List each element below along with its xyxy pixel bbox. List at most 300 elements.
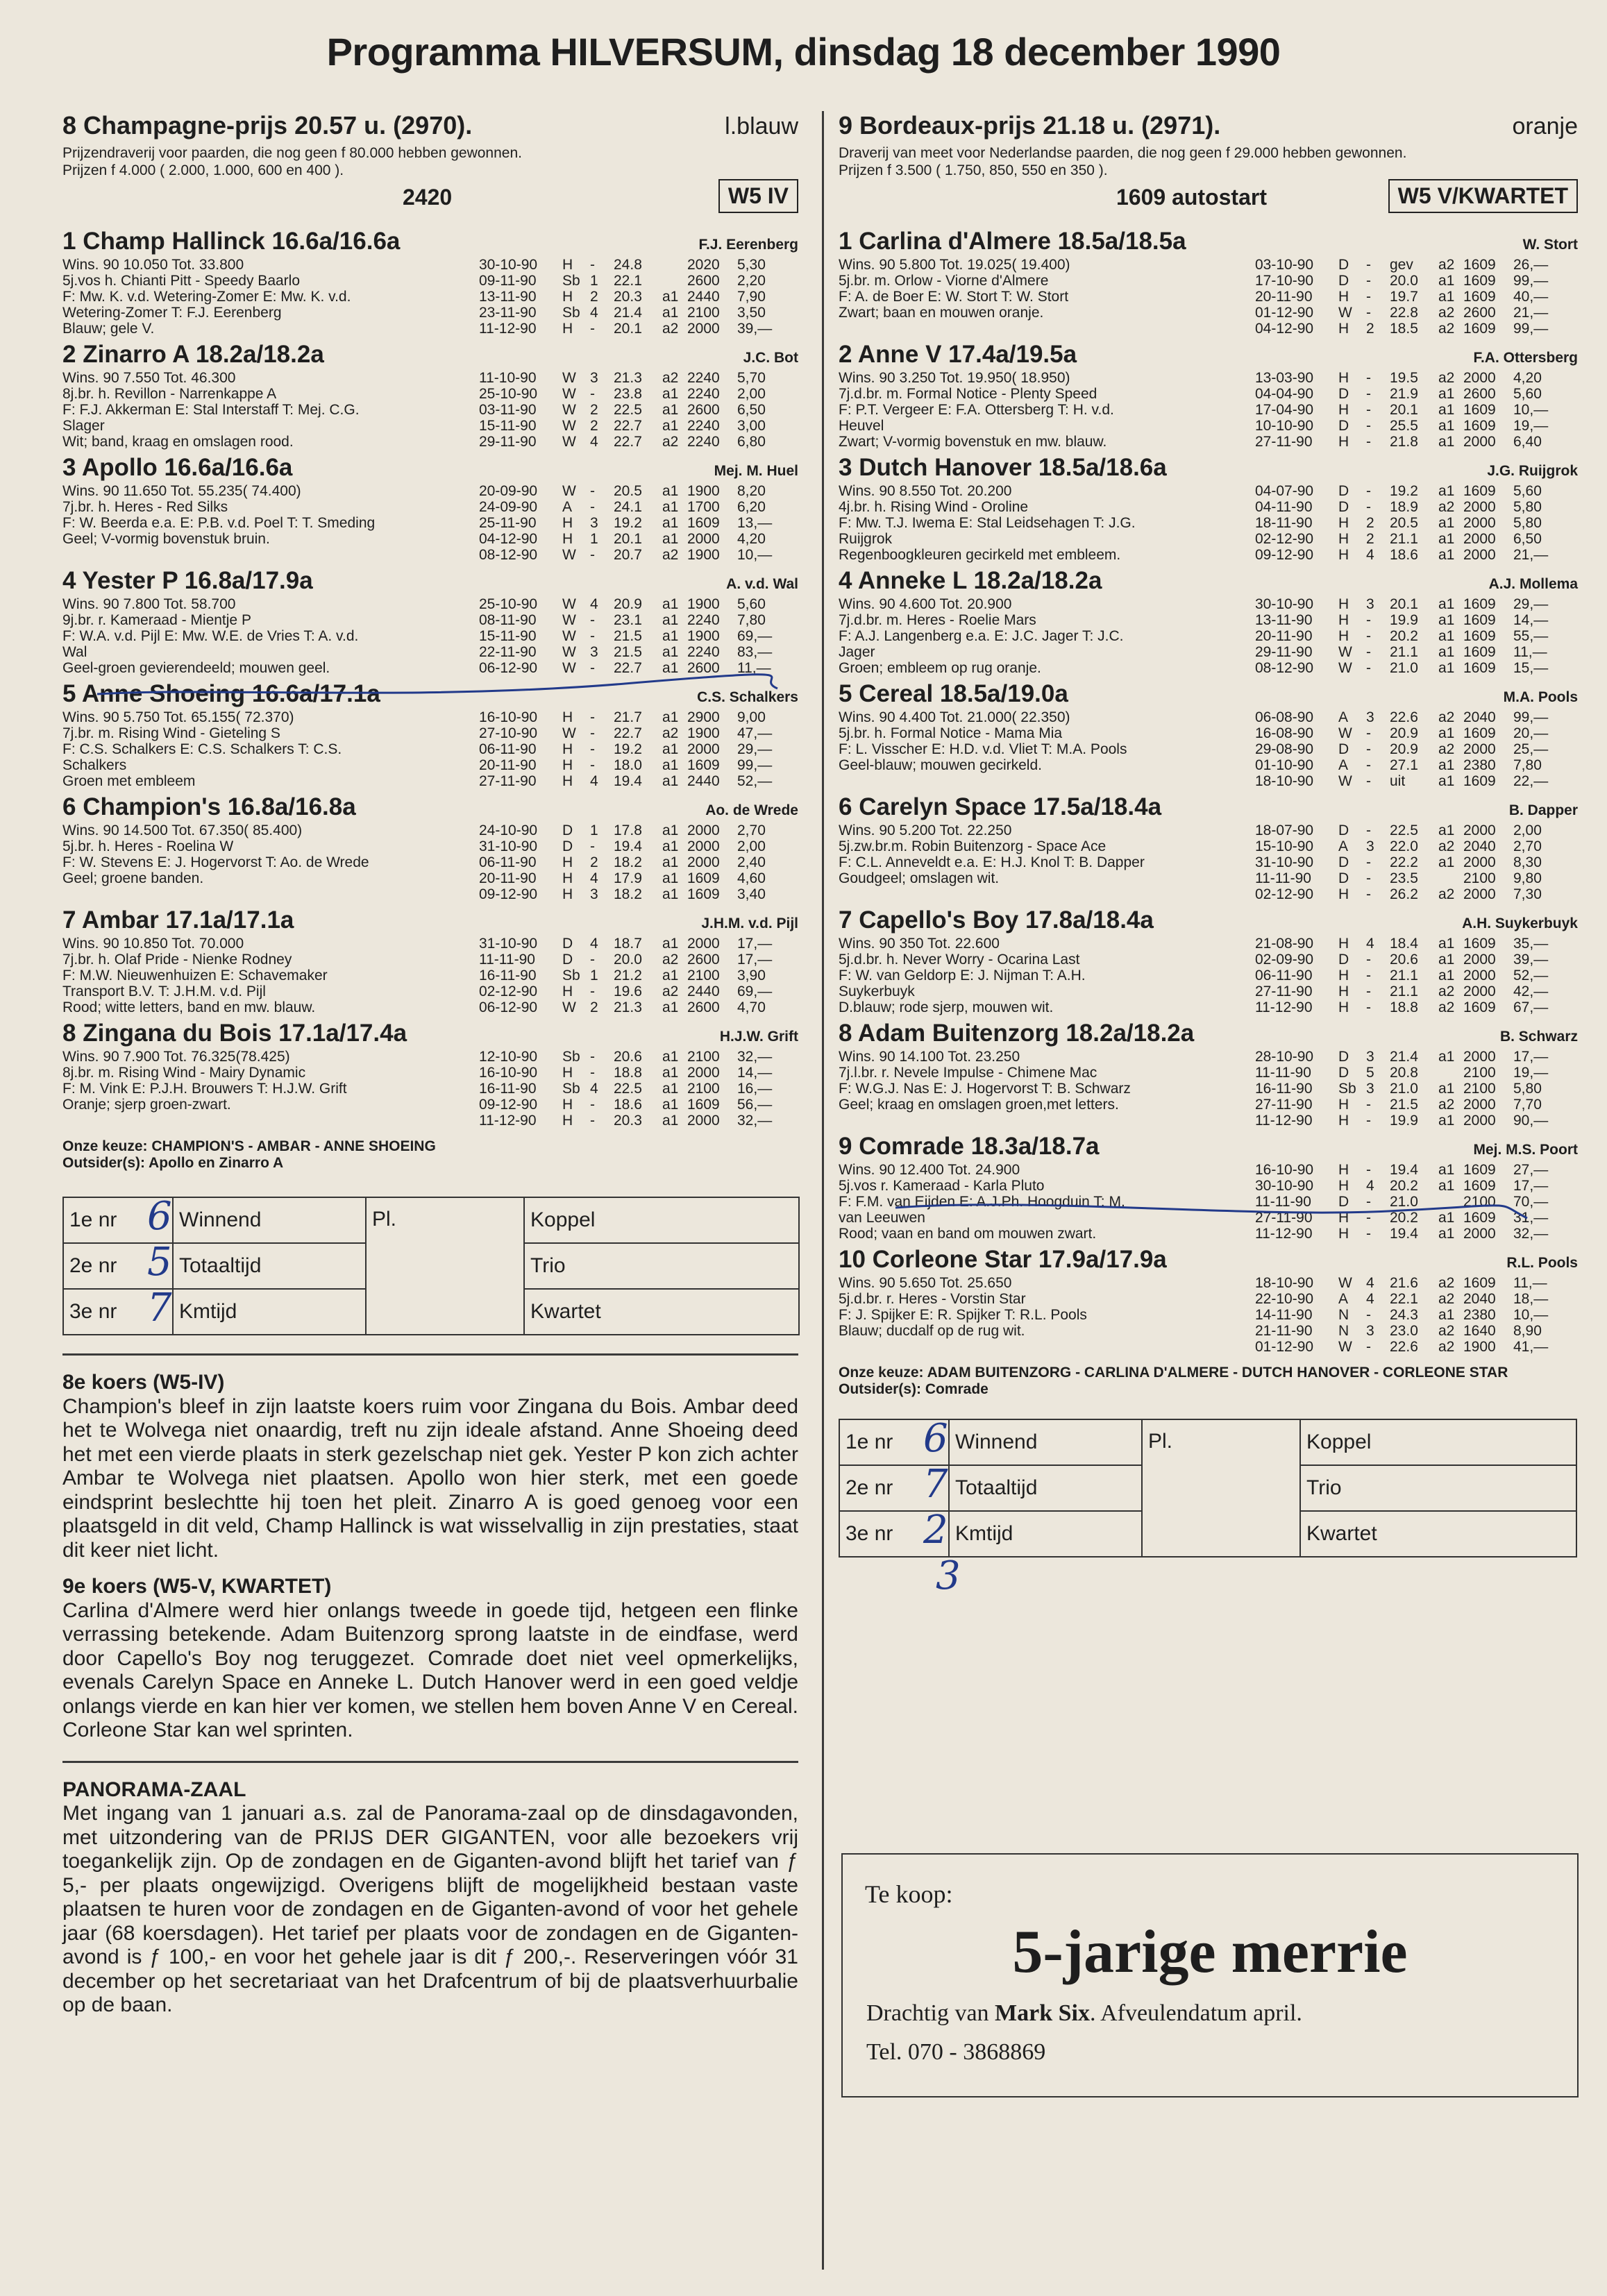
- result-row: [1255, 515, 1574, 531]
- result-cell: 19.4: [614, 773, 642, 789]
- result-cell: W: [1338, 1339, 1352, 1355]
- extra-handwriting-area: [839, 1553, 1578, 1606]
- result-cell: a1: [1438, 644, 1455, 660]
- result-cell: 3: [590, 370, 598, 386]
- result-cell: H: [1338, 1097, 1349, 1113]
- result-cell: 5,60: [1513, 386, 1542, 402]
- bet-slot-2[interactable]: 2e nr 5: [63, 1243, 173, 1289]
- result-cell: 1609: [1463, 402, 1496, 418]
- horse-info-line: Geel; groene banden.: [62, 870, 204, 886]
- result-cell: a1: [1438, 596, 1455, 612]
- result-cell: 32,—: [737, 1049, 773, 1065]
- result-cell: 10,—: [737, 547, 773, 563]
- result-cell: W: [1338, 725, 1352, 741]
- result-cell: 06-12-90: [479, 660, 538, 676]
- result-row: [479, 257, 798, 273]
- result-cell: D: [1338, 870, 1349, 886]
- result-cell: 14,—: [1513, 612, 1549, 628]
- result-cell: 4: [590, 596, 598, 612]
- result-cell: 47,—: [737, 725, 773, 741]
- result-cell: [1438, 870, 1463, 886]
- result-cell: a2: [1438, 741, 1455, 757]
- horse-header: [839, 454, 1578, 483]
- result-cell: 27-11-90: [1255, 1210, 1313, 1226]
- result-cell: 2100: [1463, 1081, 1496, 1097]
- result-cell: 18.7: [614, 936, 642, 952]
- result-cell: 20.3: [614, 289, 642, 305]
- result-row: [1255, 870, 1574, 886]
- result-cell: 4: [1366, 1275, 1374, 1291]
- result-cell: W: [562, 434, 576, 450]
- result-cell: 5,60: [737, 596, 766, 612]
- result-cell: 1609: [1463, 628, 1496, 644]
- result-cell: 19.6: [614, 984, 642, 999]
- result-cell: W: [1338, 305, 1352, 321]
- result-cell: 1609: [1463, 612, 1496, 628]
- horse-info-line: Wins. 90 5.750 Tot. 65.155( 72.370): [62, 709, 294, 725]
- result-cell: 2000: [1463, 822, 1496, 838]
- horse-entry: [839, 1020, 1578, 1129]
- result-cell: 1900: [687, 596, 720, 612]
- result-cell: 23.1: [614, 612, 642, 628]
- result-row: [479, 660, 798, 676]
- result-cell: H: [562, 709, 573, 725]
- result-cell: W: [562, 418, 576, 434]
- horse-header: [62, 341, 798, 370]
- ad-label: Te koop:: [865, 1880, 953, 1908]
- result-cell: 2380: [1463, 1307, 1496, 1323]
- result-cell: W: [562, 483, 576, 499]
- horse-trainer: R.L. Pools: [1506, 1255, 1578, 1271]
- result-cell: 06-11-90: [479, 741, 537, 757]
- result-cell: 2000: [1463, 984, 1496, 999]
- result-cell: 16-10-90: [479, 1065, 538, 1081]
- result-cell: 4: [590, 936, 598, 952]
- result-cell: 2: [590, 402, 598, 418]
- result-cell: 18-11-90: [1255, 515, 1313, 531]
- bet-label-trio: Trio: [1300, 1465, 1576, 1511]
- horse-info-line: Wins. 90 7.900 Tot. 76.325(78.425): [62, 1049, 290, 1065]
- race-condition-line: Prijzendraverij voor paarden, die nog geen f 80.000 hebben gewonnen.: [62, 145, 522, 161]
- distance-row: [839, 179, 1578, 223]
- result-cell: 25.5: [1390, 418, 1418, 434]
- horse-results: [1255, 936, 1574, 1015]
- result-cell: a1: [662, 870, 679, 886]
- result-cell: 20-11-90: [479, 870, 537, 886]
- result-cell: -: [1366, 886, 1371, 902]
- result-cell: a1: [662, 757, 679, 773]
- bet-slot-1[interactable]: 1e nr 6: [839, 1419, 949, 1465]
- horse-info-line: Geel-blauw; mouwen gecirkeld.: [839, 757, 1042, 773]
- result-cell: 18-07-90: [1255, 822, 1314, 838]
- result-cell: 21.5: [614, 644, 642, 660]
- result-cell: 2,00: [737, 838, 766, 854]
- horse-header: [62, 228, 798, 257]
- result-cell: 3: [1366, 1081, 1374, 1097]
- result-cell: 2000: [1463, 434, 1496, 450]
- result-cell: H: [562, 515, 573, 531]
- result-cell: H: [562, 984, 573, 999]
- horse-entry: [839, 793, 1578, 902]
- result-cell: 27-11-90: [1255, 434, 1313, 450]
- result-cell: 11-10-90: [479, 370, 537, 386]
- result-row: [479, 1113, 798, 1129]
- bet-label-pl: Pl.: [366, 1197, 524, 1335]
- result-cell: 1609: [687, 757, 720, 773]
- result-cell: 7,80: [737, 612, 766, 628]
- result-cell: a1: [662, 854, 679, 870]
- result-cell: a1: [662, 612, 679, 628]
- result-cell: a1: [1438, 1178, 1455, 1194]
- result-cell: 21,—: [1513, 547, 1549, 563]
- result-cell: 22-11-90: [479, 644, 537, 660]
- horse-body: [839, 370, 1578, 450]
- horse-info-line: F: F.M. van Eijden E: A.J.Ph. Hoogduin T: M.: [839, 1194, 1125, 1210]
- result-cell: a1: [662, 822, 679, 838]
- result-cell: 2100: [687, 1081, 720, 1097]
- result-cell: 06-11-90: [1255, 968, 1313, 984]
- bet-slot-3[interactable]: 3e nr 2: [839, 1511, 949, 1557]
- result-cell: 1609: [1463, 999, 1496, 1015]
- result-cell: H: [1338, 612, 1349, 628]
- result-cell: 2000: [1463, 1097, 1496, 1113]
- result-cell: 2000: [1463, 1113, 1496, 1129]
- horse-header: [839, 341, 1578, 370]
- result-cell: 2100: [1463, 1065, 1496, 1081]
- result-cell: a1: [662, 386, 679, 402]
- result-cell: 17.8: [614, 822, 642, 838]
- result-cell: a1: [1438, 1162, 1455, 1178]
- horse-info: [839, 936, 1255, 1015]
- horse-trainer: F.A. Ottersberg: [1473, 350, 1578, 366]
- result-cell: 1: [590, 273, 598, 289]
- panorama-notice: [62, 1778, 798, 2018]
- horse-entry: [839, 341, 1578, 450]
- horse-info-line: 5j.d.br. r. Heres - Vorstin Star: [839, 1291, 1026, 1307]
- result-row: [1255, 936, 1574, 952]
- result-row: [1255, 289, 1574, 305]
- result-cell: H: [1338, 1226, 1349, 1242]
- our-choice: [839, 1365, 1578, 1398]
- result-cell: 18.9: [1390, 499, 1418, 515]
- result-cell: 21.3: [614, 370, 642, 386]
- result-row: [479, 531, 798, 547]
- result-cell: 1609: [1463, 660, 1496, 676]
- handwritten-number: 5: [147, 1240, 172, 1285]
- horse-name: 8 Zingana du Bois 17.1a/17.4a: [62, 1020, 407, 1047]
- result-cell: 7,70: [1513, 1097, 1542, 1113]
- result-cell: -: [1366, 305, 1371, 321]
- result-cell: D: [1338, 273, 1349, 289]
- result-row: [479, 1065, 798, 1081]
- result-cell: 16-11-90: [479, 1081, 537, 1097]
- result-row: [479, 838, 798, 854]
- result-cell: H: [1338, 1162, 1349, 1178]
- result-cell: H: [1338, 531, 1349, 547]
- result-cell: 15-11-90: [479, 628, 537, 644]
- result-cell: 3: [1366, 709, 1374, 725]
- horse-info-line: F: C.L. Anneveldt e.a. E: H.J. Knol T: B. Dapper: [839, 854, 1145, 870]
- result-cell: a2: [1438, 370, 1455, 386]
- result-cell: a1: [1438, 725, 1455, 741]
- result-row: [479, 386, 798, 402]
- horse-entry: [62, 680, 798, 789]
- result-row: [479, 418, 798, 434]
- horse-name: 1 Champ Hallinck 16.6a/16.6a: [62, 228, 401, 255]
- horse-info-line: Wins. 90 4.600 Tot. 20.900: [839, 596, 1012, 612]
- result-cell: 3,50: [737, 305, 766, 321]
- result-cell: 5,80: [1513, 499, 1542, 515]
- horse-trainer: M.A. Pools: [1503, 689, 1578, 705]
- result-cell: D: [1338, 1194, 1349, 1210]
- result-cell: 21.9: [1390, 386, 1418, 402]
- result-row: [479, 773, 798, 789]
- result-cell: 5,30: [737, 257, 766, 273]
- result-cell: 31-10-90: [1255, 854, 1314, 870]
- result-cell: 22.5: [614, 1081, 642, 1097]
- result-cell: 2100: [687, 305, 720, 321]
- result-row: [1255, 952, 1574, 968]
- result-cell: a1: [1438, 515, 1455, 531]
- horse-info-line: Wins. 90 5.800 Tot. 19.025( 19.400): [839, 257, 1070, 273]
- result-cell: H: [562, 1113, 573, 1129]
- result-cell: -: [1366, 757, 1371, 773]
- result-cell: H: [562, 757, 573, 773]
- result-cell: 20,—: [1513, 725, 1549, 741]
- result-cell: H: [1338, 321, 1349, 337]
- result-cell: 2,00: [737, 386, 766, 402]
- result-cell: 04-12-90: [1255, 321, 1314, 337]
- result-cell: 23.8: [614, 386, 642, 402]
- horse-info: [839, 257, 1255, 337]
- horse-entry: [839, 228, 1578, 337]
- horse-info: [839, 596, 1255, 676]
- horse-info: [62, 936, 479, 1015]
- horse-body: [62, 370, 798, 450]
- result-cell: a1: [1438, 1307, 1455, 1323]
- result-cell: 02-12-90: [479, 984, 538, 999]
- result-cell: 02-12-90: [1255, 886, 1314, 902]
- result-cell: 20.2: [1390, 628, 1418, 644]
- result-row: [479, 709, 798, 725]
- result-row: [479, 936, 798, 952]
- result-cell: 22.7: [614, 434, 642, 450]
- horse-name: 1 Carlina d'Almere 18.5a/18.5a: [839, 228, 1186, 255]
- result-cell: 06-11-90: [479, 854, 537, 870]
- horse-results: [1255, 483, 1574, 563]
- result-cell: 4: [590, 434, 598, 450]
- result-cell: 2440: [687, 773, 720, 789]
- horse-info-line: 7j.br. h. Olaf Pride - Nienke Rodney: [62, 952, 292, 968]
- result-cell: 21.4: [1390, 1049, 1418, 1065]
- result-cell: 3,90: [737, 968, 766, 984]
- result-cell: 19.7: [1390, 289, 1418, 305]
- result-cell: 2000: [1463, 854, 1496, 870]
- horse-entry: [839, 567, 1578, 676]
- horse-info: [62, 483, 479, 563]
- result-cell: -: [1366, 257, 1371, 273]
- horse-entry: [839, 680, 1578, 789]
- result-cell: 2,40: [737, 854, 766, 870]
- result-cell: W: [562, 370, 576, 386]
- bet-class-box: W5 IV: [718, 179, 798, 213]
- result-cell: 04-07-90: [1255, 483, 1314, 499]
- result-cell: H: [1338, 1113, 1349, 1129]
- horse-entry: [62, 567, 798, 676]
- result-cell: 11-12-90: [1255, 1226, 1313, 1242]
- result-cell: -: [590, 741, 595, 757]
- result-row: [479, 370, 798, 386]
- result-cell: -: [590, 709, 595, 725]
- ad-line-1: Drachtig van Mark Six. Afveulendatum april.: [866, 2000, 1302, 2026]
- result-cell: 20.1: [1390, 596, 1418, 612]
- our-choice-line: Onze keuze: CHAMPION'S - AMBAR - ANNE SHOEING: [62, 1138, 436, 1154]
- result-cell: 29-11-90: [1255, 644, 1313, 660]
- result-cell: 11-11-90: [1255, 870, 1311, 886]
- result-cell: 2100: [687, 1049, 720, 1065]
- result-row: [1255, 984, 1574, 999]
- result-cell: 9,80: [1513, 870, 1542, 886]
- result-cell: -: [590, 1113, 595, 1129]
- result-cell: W: [1338, 773, 1352, 789]
- horse-results: [1255, 1049, 1574, 1129]
- horse-info-line: Heuvel: [839, 418, 884, 434]
- result-row: [479, 968, 798, 984]
- result-cell: 2600: [687, 402, 720, 418]
- result-cell: -: [590, 386, 595, 402]
- result-cell: 4: [1366, 547, 1374, 563]
- result-cell: 11,—: [737, 660, 771, 676]
- result-cell: 4: [590, 773, 598, 789]
- result-row: [1255, 257, 1574, 273]
- horse-body: [839, 709, 1578, 789]
- result-cell: 14-11-90: [1255, 1307, 1313, 1323]
- result-cell: 4: [590, 305, 598, 321]
- commentary-text: Carlina d'Almere werd hier onlangs tweede in goede tijd, hetgeen een flinke verrassing betekende. Adam Buitenzorg sprong laatste in de eindfase, werd door Capello's Boy nog teruggezet. Comrade doet niet veel opmerkelijks, evenals Carelyn Space en Anneke L. Dutch Hanover werd in een goed veldje onlangs vierde en kan hier ver komen, we stellen hem boven Anne V en Cereal. Corleone Star kan wel sprinten.: [62, 1598, 798, 1741]
- horse-trainer: J.G. Ruijgrok: [1487, 463, 1578, 479]
- result-cell: 2000: [1463, 370, 1496, 386]
- result-cell: 1: [590, 531, 598, 547]
- result-cell: -: [1366, 370, 1371, 386]
- bet-label-koppel: Koppel: [524, 1197, 799, 1243]
- horse-body: [62, 596, 798, 676]
- result-cell: H: [562, 321, 573, 337]
- result-row: [1255, 1291, 1574, 1307]
- result-cell: 25,—: [1513, 741, 1549, 757]
- result-cell: 20.1: [1390, 402, 1418, 418]
- result-cell: 1609: [1463, 644, 1496, 660]
- handwritten-number: 6: [923, 1416, 948, 1461]
- result-cell: 23.5: [1390, 870, 1418, 886]
- result-cell: 15,—: [1513, 660, 1549, 676]
- horse-info: [62, 370, 479, 450]
- result-cell: a2: [662, 321, 679, 337]
- result-cell: 2000: [1463, 968, 1496, 984]
- result-cell: a2: [1438, 1339, 1455, 1355]
- ad-headline: 5-jarige merrie: [1012, 1918, 1408, 1986]
- horse-info: [839, 822, 1255, 902]
- outsider-line: Outsider(s): Apollo en Zinarro A: [62, 1155, 284, 1171]
- result-row: [479, 499, 798, 515]
- result-cell: 4: [590, 870, 598, 886]
- result-cell: 03-10-90: [1255, 257, 1314, 273]
- result-cell: H: [1338, 289, 1349, 305]
- horse-info: [839, 370, 1255, 450]
- result-cell: 20.1: [614, 321, 642, 337]
- bet-slot-1[interactable]: 1e nr 6: [63, 1197, 173, 1243]
- result-cell: 20.2: [1390, 1210, 1418, 1226]
- result-cell: 1609: [687, 515, 720, 531]
- horse-info-line: Wins. 90 11.650 Tot. 55.235( 74.400): [62, 483, 301, 499]
- horse-name: 5 Anne Shoeing 16.6a/17.1a: [62, 680, 380, 707]
- result-cell: 21.5: [1390, 1097, 1418, 1113]
- result-cell: -: [590, 483, 595, 499]
- horse-results: [479, 483, 798, 563]
- result-cell: a1: [662, 1065, 679, 1081]
- result-row: [1255, 709, 1574, 725]
- result-cell: a1: [662, 709, 679, 725]
- horse-info-line: Wetering-Zomer T: F.J. Eerenberg: [62, 305, 282, 321]
- result-cell: 2000: [687, 741, 720, 757]
- bet-label-totaaltijd: Totaaltijd: [173, 1243, 366, 1289]
- result-cell: -: [1366, 499, 1371, 515]
- result-cell: -: [1366, 984, 1371, 999]
- horse-name: 2 Zinarro A 18.2a/18.2a: [62, 341, 324, 368]
- result-cell: 2100: [1463, 1194, 1496, 1210]
- result-cell: H: [562, 870, 573, 886]
- bet-label-kmtijd: Kmtijd: [173, 1289, 366, 1335]
- result-row: [1255, 1339, 1574, 1355]
- horse-info-line: Oranje; sjerp groen-zwart.: [62, 1097, 231, 1113]
- result-row: [1255, 741, 1574, 757]
- horse-info-line: Blauw; ducdalf op de rug wit.: [839, 1323, 1025, 1339]
- result-cell: 1609: [687, 1097, 720, 1113]
- result-cell: 2000: [1463, 515, 1496, 531]
- horse-header: [62, 454, 798, 483]
- result-cell: 04-11-90: [1255, 499, 1313, 515]
- result-cell: 19.5: [1390, 370, 1418, 386]
- result-cell: 2600: [687, 273, 720, 289]
- bet-slot-2[interactable]: 2e nr 7: [839, 1465, 949, 1511]
- result-cell: 1640: [1463, 1323, 1496, 1339]
- result-cell: a2: [1438, 1323, 1455, 1339]
- result-cell: 20.8: [1390, 1065, 1418, 1081]
- horse-info-line: 5j.br. m. Orlow - Viorne d'Almere: [839, 273, 1049, 289]
- horse-info-line: F: W. Beerda e.a. E: P.B. v.d. Poel T: T. Smeding: [62, 515, 376, 531]
- bet-slot-3[interactable]: 3e nr 7: [63, 1289, 173, 1335]
- result-cell: H: [562, 886, 573, 902]
- result-cell: W: [562, 999, 576, 1015]
- result-row: [1255, 1113, 1574, 1129]
- result-cell: a1: [1438, 434, 1455, 450]
- result-cell: 8,90: [1513, 1323, 1542, 1339]
- result-cell: 19.4: [1390, 1226, 1418, 1242]
- result-cell: 2240: [687, 386, 720, 402]
- horse-body: [839, 1049, 1578, 1129]
- section-divider: [62, 1761, 798, 1763]
- horse-info-line: Wit; band, kraag en omslagen rood.: [62, 434, 294, 450]
- result-row: [1255, 1162, 1574, 1178]
- horse-info-line: Rood; witte letters, band en mw. blauw.: [62, 999, 316, 1015]
- result-row: [1255, 305, 1574, 321]
- horse-info-line: van Leeuwen: [839, 1210, 925, 1226]
- result-cell: 2: [590, 854, 598, 870]
- bet-class-box: W5 V/KWARTET: [1388, 179, 1578, 213]
- result-row: [1255, 1275, 1574, 1291]
- horse-header: [62, 793, 798, 822]
- result-cell: D: [1338, 1065, 1349, 1081]
- horse-body: [62, 257, 798, 337]
